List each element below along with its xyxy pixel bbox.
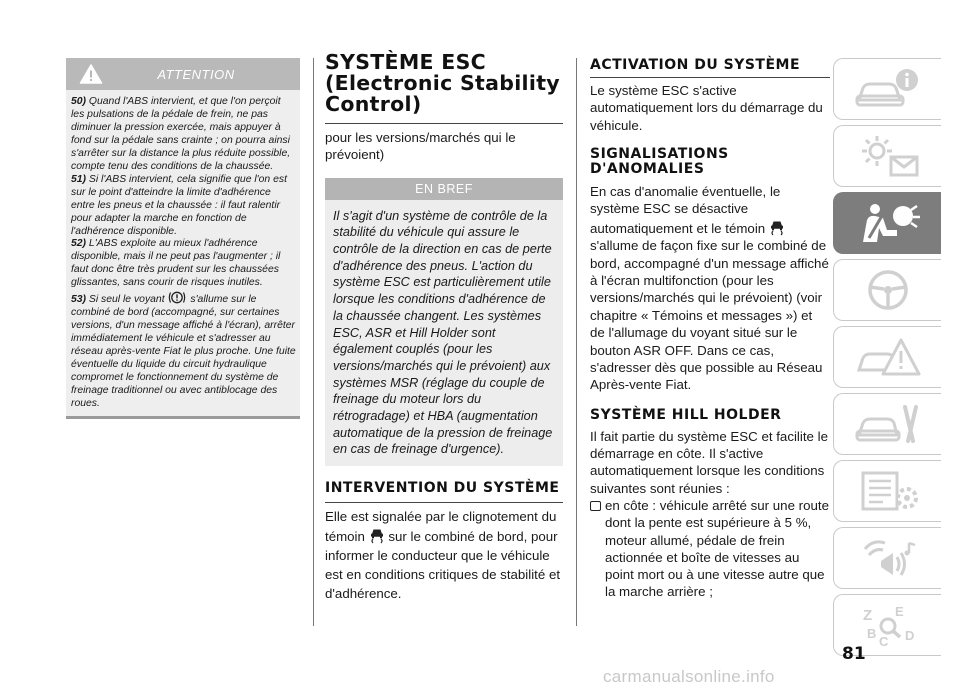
abs-warning-icon [167,290,187,305]
en-bref-text: Il s'agit d'un système de contrôle de la stabilité du véhicule qui assure le contrôle de la direction en cas de perte d'adhérence des pneus. L'action du système ESC est particulièrement utile lorsque les conditions d'adhérence de la chaussée changent. Les systèmes ESC, ASR et Hill Holder sont également couplés (pour les versions/marchés qui le prévoient) aux systèmes MSR (réglage du couple de freinage du moteur lors du rétrogradage) et HBA (augmentation automatique de la pression de freinage en cas de freinage d'urgence). [333,208,553,457]
note-number: 53) [71,294,87,306]
note-text: s'allume sur le combiné de bord (accompagné, sur certaines versions, d'un message affiché à l'écran), arrêter immédiatement le véhicule et s'adresser au réseau après-vente Fiat le plus proche. Une fuite éventuelle du liquide du circuit hydraulique compromet le fonctionnement du système de freinage traditionnel ou avec antiblocage des roues. [71,294,296,409]
tab-multimedia[interactable] [833,527,941,589]
car-warning-icon [853,334,923,380]
tab-safety[interactable] [833,192,941,254]
attention-title: ATTENTION [157,66,235,82]
esc-intro: pour les versions/marchés qui le prévoient) [325,130,516,163]
svg-text:Z: Z [862,607,872,624]
hill-holder-text: Il fait partie du système ESC et facilite le démarrage en côte. Il s'active automatiquement lorsque les conditions suivantes sont réunies : [590,428,828,496]
tab-warning-lights[interactable] [833,125,941,187]
esc-skid-icon [369,526,385,544]
tab-technical-data[interactable] [833,460,941,522]
checkbox-bullet-icon [590,501,601,511]
activation-text: Le système ESC s'active automatiquement lors du démarrage du véhicule. [590,83,823,133]
technical-data-icon [853,468,923,514]
car-info-icon [853,66,923,112]
note-text: L'ABS exploite au mieux l'adhérence disponible, mais il ne peut pas l'augmenter ; il faut donc être très prudent sur les chaussées glissantes, sans courir de risques inutiles. [71,238,281,289]
en-bref-header: EN BREF [325,178,563,200]
attention-notes [66,90,300,419]
watermark: carmanualsonline.info [603,667,775,686]
hill-holder-title: SYSTÈME HILL HOLDER [590,406,782,423]
svg-text:B: B [866,626,876,641]
right-column [590,58,830,601]
en-bref-box [325,178,563,467]
svg-text:D: D [904,628,914,643]
list-item-text: en côte : véhicule arrêté sur une route dont la pente est supérieure à 5 %, moteur allumé, pédale de frein actionnée et boîte de vitesses au point mort ou à une vitesse autre que la marche arrière ; [605,497,829,600]
tab-maintenance[interactable] [833,393,941,455]
en-bref-body [325,200,563,467]
page-number: 81 [842,644,866,664]
intervention-text-start: Elle est signalée par le clignotement du témoin [325,509,557,545]
note-number: 50) [71,96,87,107]
attention-box [66,58,300,419]
column-divider [313,58,314,626]
anomalies-text [590,183,830,394]
tab-emergency[interactable] [833,326,941,388]
esc-section [325,52,563,603]
anomalies-text-end: s'allume de façon fixe sur le combiné de bord, accompagné d'un message affiché à l'écran multifonction (pour les versions/marchés qui le prévoient) (voir chapitre « Témoins et messages ») et de l'allumage du voyant situé sur le bouton ASR OFF. Dans ce cas, s'adresser dès que possible au Réseau Après-vente Fiat. [590,238,829,393]
attention-note [71,174,296,239]
list-item [590,497,830,601]
attention-header [66,58,300,90]
warning-lights-icon [853,133,923,179]
index-icon [853,602,923,648]
tab-driving[interactable] [833,259,941,321]
section-rule [590,77,830,78]
note-text: Si l'ABS intervient, cela signifie que l'on est sur le point d'atteindre la limite d'adhérence entre les pneus et la chaussée : il faut ralentir pour adapter la marche en fonction de l'adhérence disponible. [71,173,287,237]
esc-title: SYSTÈME ESC (Electronic Stability Control) [325,50,560,116]
attention-note [71,96,296,174]
activation-title: ACTIVATION DU SYSTÈME [590,57,801,73]
tab-car-info[interactable] [833,58,941,120]
note-text: Si seul le voyant [88,294,165,306]
attention-note [71,238,296,290]
section-rule [325,502,563,503]
title-rule [325,123,563,124]
esc-skid-icon [769,218,785,236]
multimedia-icon [853,535,923,581]
svg-text:C: C [878,634,888,648]
intervention-text-end: sur le combiné de bord, pour informer le conducteur que le véhicule est en conditions critiques de stabilité et d'adhérence. [325,529,561,602]
anomalies-text-start: En cas d'anomalie éventuelle, le système ESC se désactive automatiquement et le témoin [590,183,781,236]
car-service-icon [853,401,923,447]
note-number: 52) [71,238,87,250]
attention-note [71,290,296,411]
anomalies-title: SIGNALISATIONS D'ANOMALIES [590,145,729,177]
svg-text:E: E [894,604,904,619]
intervention-title: INTERVENTION DU SYSTÈME [325,480,560,497]
safety-airbag-icon [853,200,923,246]
column-divider [576,58,577,626]
note-number: 51) [71,173,87,185]
steering-wheel-icon [853,267,923,313]
intervention-text [325,507,563,603]
warning-triangle-icon [79,63,103,85]
note-text: Quand l'ABS intervient, et que l'on perçoit les pulsations de la pédale de frein, ne pas diminuer la pression exercée, mais appuyer à fond sur la pédale sans crainte ; on pourra ainsi s'arrêter sur la distance la plus réduite possible, compte tenu des conditions de la chaussée. [71,96,291,172]
